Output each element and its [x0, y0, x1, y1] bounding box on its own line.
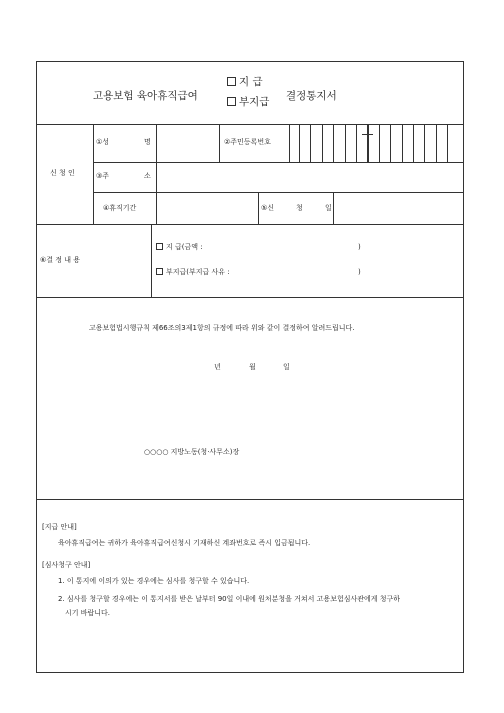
notice-text: 고용보험법시행규칙 제66조의3제1항의 규정에 따라 위와 같이 결정하여 알려드립니다. — [89, 324, 355, 332]
notice-day: 일 — [283, 363, 290, 371]
apply-date-label: ⑤신 — [261, 204, 275, 212]
decision-pay-checkbox[interactable] — [156, 243, 163, 250]
review-guide-item1: 1. 이 통지에 이의가 있는 경우에는 심사를 청구할 수 있습니다. — [58, 577, 250, 585]
notice-issuer: ○○○○ 지방노동(청·사무소)장 — [144, 448, 240, 456]
decision-pay-close: ) — [358, 243, 361, 251]
address-label-tail: 소 — [144, 172, 151, 180]
pay-checkbox[interactable] — [227, 77, 236, 86]
form-title: 고용보험 육아휴직급여 — [93, 90, 198, 102]
leave-period-field[interactable] — [157, 193, 257, 223]
resident-id-label: ②주민등록번호 — [224, 138, 271, 146]
name-label: ①성 — [96, 138, 110, 146]
form-title-suffix: 결정통지서 — [286, 90, 337, 102]
name-label-tail: 명 — [144, 138, 151, 146]
option-pay: 지 급 — [227, 77, 263, 88]
resident-id-cells[interactable] — [299, 125, 455, 162]
option-no-pay: 부지급 — [227, 97, 269, 108]
payment-guide-text: 육아휴직급여는 귀하가 육아휴직급여신청시 기재하신 계좌번호로 즉시 입금됩니다. — [58, 539, 311, 547]
review-guide-item2-cont: 시기 바랍니다. — [65, 609, 111, 617]
payment-guide-header: [지급 안내] — [42, 523, 77, 531]
decision-pay-line: 지 급(금액 : — [156, 243, 203, 251]
apply-date-label-mid: 청 — [296, 204, 303, 212]
review-guide-item2: 2. 심사를 청구할 경우에는 이 통지서를 받은 날부터 90일 이내에 원처분청을 거쳐서 고용보험심사관에게 청구하 — [58, 595, 401, 603]
decision-nopay-line: 부지급(부지급 사유 : — [156, 268, 230, 276]
applicant-section-label: 신 청 인 — [50, 169, 75, 177]
address-label: ③주 — [96, 172, 110, 180]
notice-month: 월 — [249, 363, 256, 371]
decision-label: ⑥결 정 내 용 — [40, 256, 80, 264]
resident-id-dash — [362, 134, 373, 135]
review-guide-header: [심사청구 안내] — [42, 561, 91, 569]
apply-date-field[interactable] — [334, 193, 462, 223]
name-field[interactable] — [157, 125, 218, 161]
decision-nopay-close: ) — [358, 268, 361, 276]
decision-nopay-checkbox[interactable] — [156, 268, 163, 275]
no-pay-checkbox[interactable] — [227, 97, 236, 106]
leave-period-label: ④휴직기간 — [103, 204, 137, 212]
notice-year: 년 — [214, 363, 221, 371]
apply-date-label-tail: 일 — [325, 204, 332, 212]
address-field[interactable] — [157, 163, 462, 191]
